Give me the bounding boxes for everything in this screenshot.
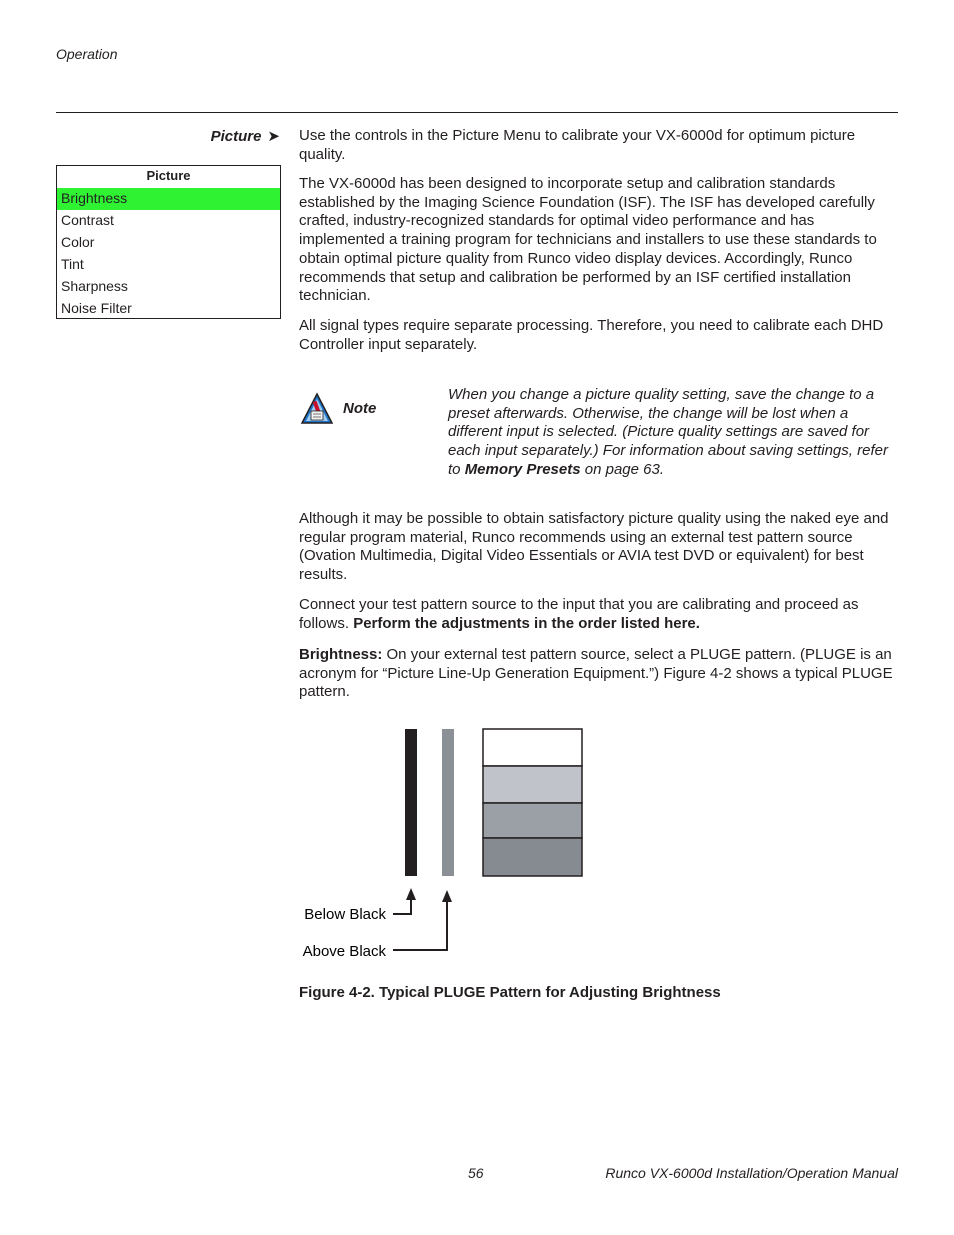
paragraph-brightness <box>299 646 897 702</box>
running-head: Operation <box>56 46 118 62</box>
footer-page-number: 56 <box>468 1165 484 1181</box>
patch-white <box>483 729 582 766</box>
above-black-bar <box>442 729 454 876</box>
label-above-black: Above Black <box>302 943 386 960</box>
note-label: Note <box>343 400 377 417</box>
patch-mid <box>483 803 582 838</box>
pluge-figure <box>290 720 600 970</box>
picture-menu <box>56 165 281 319</box>
note-text-start: When you change a picture quality setting, save the change to a preset afterwards. Otherwise, the change will be lost when a different input is selected. (Picture quality settings are saved for each input separately.) For information about saving settings, refer to <box>448 386 888 478</box>
footer-manual-title: Runco VX-6000d Installation/Operation Manual <box>605 1165 898 1181</box>
top-rule <box>56 112 898 113</box>
figure-caption: Figure 4-2. Typical PLUGE Pattern for Adjusting Brightness <box>299 984 721 1001</box>
paragraph-signal-text: All signal types require separate processing. Therefore, you need to calibrate each DHD Controller input separately. <box>299 317 884 353</box>
note-text-end: on page 63. <box>580 460 665 478</box>
paragraph-intro-text: Use the controls in the Picture Menu to calibrate your VX-6000d for optimum picture quality. <box>299 127 856 163</box>
note-pen-icon <box>300 392 334 431</box>
section-title-text: Picture <box>210 128 262 145</box>
menu-item-contrast[interactable]: Contrast <box>61 212 114 228</box>
paragraph-test-source-text: Although it may be possible to obtain satisfactory picture quality using the naked eye and regular program material, Runco recommends using an external test pattern source (Ovation Multimedia, Digital Video Essentials or AVIA test DVD or equivalent) for best results. <box>299 510 889 584</box>
paragraph-isf <box>299 175 897 306</box>
patch-dark <box>483 838 582 876</box>
below-black-pointer <box>393 898 411 914</box>
paragraph-connect-text: Connect your test pattern source to the input that you are calibrating and proceed as follows. <box>299 596 859 632</box>
paragraph-isf-text: The VX-6000d has been designed to incorporate setup and calibration standards established by the Imaging Science Foundation (ISF). The ISF has developed carefully crafted, industry-recognized standards for optimal video performance and has implemented a training program for technicians and installers to use these standards to obtain optimal picture quality from Runco video display devices. Accordingly, Runco recommends that setup and calibration be performed by an ISF certified installation technician. <box>299 175 877 305</box>
paragraph-connect <box>299 596 897 633</box>
menu-item-color[interactable]: Color <box>61 234 95 250</box>
below-black-arrowhead <box>406 888 416 900</box>
paragraph-connect-bold: Perform the adjustments in the order listed here. <box>353 614 700 632</box>
menu-item-tint[interactable]: Tint <box>61 256 84 272</box>
above-black-pointer <box>393 900 447 950</box>
note-text <box>448 386 898 480</box>
brightness-text: On your external test pattern source, select a PLUGE pattern. (PLUGE is an acronym for “Picture Line-Up Generation Equipment.”) Figure 4-2 shows a typical PLUGE pattern. <box>299 646 893 701</box>
paragraph-intro <box>299 127 897 164</box>
picture-menu-title: Picture <box>146 168 191 183</box>
above-black-arrowhead <box>442 890 452 902</box>
paragraph-test-source <box>299 510 897 585</box>
note-link-memory-presets[interactable]: Memory Presets <box>464 460 581 478</box>
menu-item-sharpness[interactable]: Sharpness <box>61 278 128 294</box>
paragraph-signal <box>299 317 897 354</box>
menu-item-noise-filter[interactable]: Noise Filter <box>61 300 132 316</box>
label-below-black: Below Black <box>304 906 386 923</box>
menu-item-brightness[interactable]: Brightness <box>57 188 280 210</box>
section-title <box>190 127 280 145</box>
brightness-label: Brightness: <box>299 646 383 663</box>
below-black-bar <box>405 729 417 876</box>
patch-light <box>483 766 582 803</box>
section-arrow-icon: ➤ <box>267 128 280 145</box>
